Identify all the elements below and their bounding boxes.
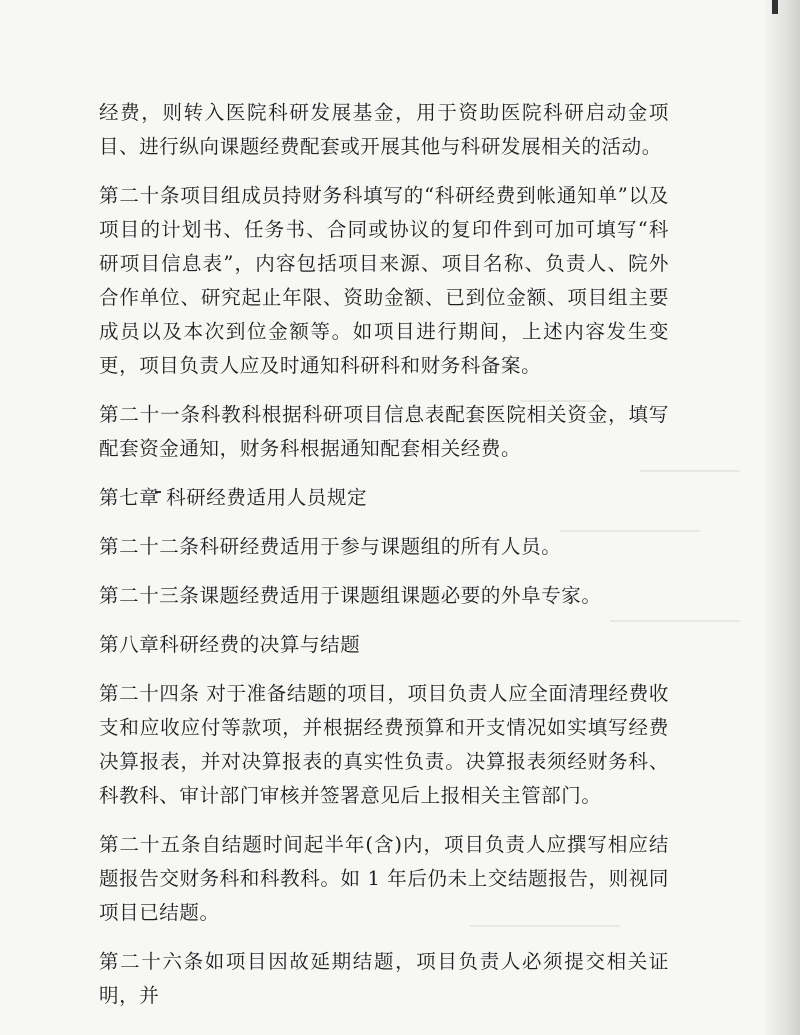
page-edge-shadow xyxy=(766,0,800,1035)
paragraph-article-20: 第二十条项目组成员持财务科填写的“科研经费到帐通知单”以及项目的计划书、任务书、合同或协议的复印件到可加可填写“科研项目信息表”，内容包括项目来源、项目名称、负责人、院外合作单位、研究起止年限、资助金额、已到位金额、项目组主要成员以及本次到位金额等。如项目进行期间，上述内容发生变更，项目负责人应及时通知科研科和财务科备案。 xyxy=(99,184,669,377)
paragraph-article-25: 第二十五条自结题时间起半年(含)内，项目负责人应撰写相应结题报告交财务科和科教科。如 1 年后仍未上交结题报告，则视同项目已结题。 xyxy=(99,833,669,924)
paragraph-article-26: 第二十六条如项目因故延期结题，项目负责人必须提交相关证明，并 xyxy=(99,950,669,1007)
chapter-8-heading: 第八章科研经费的决算与结题 xyxy=(99,633,361,656)
chapter-7-heading: 第七章 科研经费适用人员规定 xyxy=(99,486,368,509)
paragraph-article-22: 第二十二条科研经费适用于参与课题组的所有人员。 xyxy=(99,535,562,558)
scan-mark xyxy=(772,0,778,14)
paragraph-article-21: 第二十一条科教科根据科研项目信息表配套医院相关资金，填写配套资金通知，财务科根据通知配套相关经费。 xyxy=(99,403,669,460)
paragraph-article-24: 第二十四条 对于准备结题的项目，项目负责人应全面清理经费收支和应收应付等款项，并根据经费预算和开支情况如实填写经费决算报表，并对决算报表的真实性负责。决算报表须经财务科、科教科、审计部门审核并签署意见后上报相关主管部门。 xyxy=(99,682,669,807)
document-page xyxy=(99,96,669,1028)
paragraph-article-23: 第二十三条课题经费适用于课题组课题必要的外阜专家。 xyxy=(99,584,602,607)
paragraph-funds-transfer: 经费，则转入医院科研发展基金，用于资助医院科研启动金项目、进行纵向课题经费配套或开展其他与科研发展相关的活动。 xyxy=(99,101,669,158)
